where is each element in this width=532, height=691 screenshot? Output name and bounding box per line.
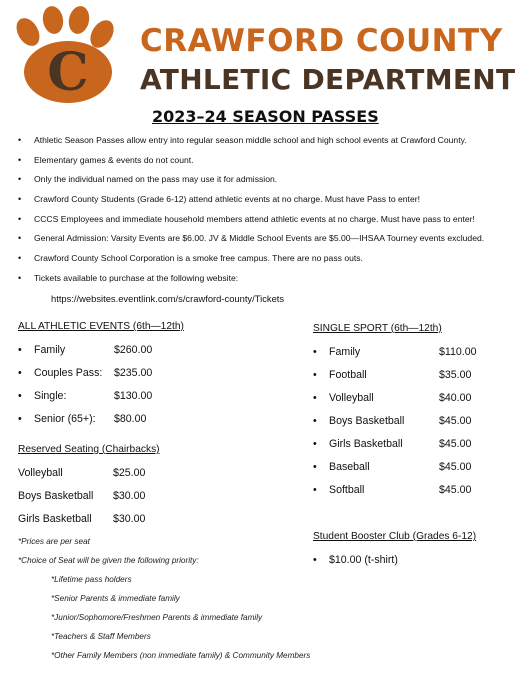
bullet-dot: • xyxy=(18,367,22,379)
bullet-item: • Elementary games & events do not count. xyxy=(18,155,524,175)
reserved-row: Volleyball $25.00 xyxy=(18,467,146,479)
bullet-dot: • xyxy=(313,438,317,450)
logo-letter: C xyxy=(47,42,89,103)
paw-logo-icon xyxy=(6,6,120,106)
reserved-heading: Reserved Seating (Chairbacks) xyxy=(18,444,160,455)
bullet-dot: • xyxy=(313,369,317,381)
all-events-row: • Family $260.00 xyxy=(18,344,153,356)
priority-item: *Lifetime pass holders xyxy=(51,575,132,584)
bullet-dot: • xyxy=(18,344,22,356)
single-sport-row: • Baseball $45.00 xyxy=(313,461,472,473)
all-events-row: • Senior (65+): $80.00 xyxy=(18,413,147,425)
single-sport-row: • Girls Basketball $45.00 xyxy=(313,438,472,450)
title-line1: CRAWFORD COUNTY xyxy=(140,23,503,59)
bullet-item: • Crawford County School Corporation is a smoke free campus. There are no pass outs. xyxy=(18,253,524,273)
bullet-dot: • xyxy=(313,415,317,427)
single-sport-row: • Softball $45.00 xyxy=(313,484,472,496)
all-events-row: • Single: $130.00 xyxy=(18,390,153,402)
bullet-dot: • xyxy=(313,346,317,358)
single-sport-row: • Boys Basketball $45.00 xyxy=(313,415,472,427)
all-events-heading: ALL ATHLETIC EVENTS (6th—12th) xyxy=(18,321,184,332)
bullet-item: • CCCS Employees and immediate household members attend athletic events at no charge. Must have pass to enter! xyxy=(18,214,524,234)
single-sport-row: • Volleyball $40.00 xyxy=(313,392,472,404)
title-line2: ATHLETIC DEPARTMENT xyxy=(140,63,516,96)
priority-item: *Junior/Sophomore/Freshmen Parents & immediate family xyxy=(51,613,263,622)
bullet-item: • General Admission: Varsity Events are $6.00. JV & Middle School Events are $5.00—IHSAA Tourney events excluded. xyxy=(18,233,524,253)
bullet-dot: • xyxy=(18,390,22,402)
priority-item: *Other Family Members (non immediate family) & Community Members xyxy=(51,651,311,660)
bullet-dot: • xyxy=(18,413,22,425)
booster-heading: Student Booster Club (Grades 6-12) xyxy=(313,531,477,542)
single-sport-row: • Family $110.00 xyxy=(313,346,477,358)
all-events-row: • Couples Pass: $235.00 xyxy=(18,367,153,379)
bullet-item: • Tickets available to purchase at the following website: xyxy=(18,273,524,293)
bullet-dot: • xyxy=(313,484,317,496)
bullet-dot: • xyxy=(313,554,317,566)
bullet-item: • Only the individual named on the pass may use it for admission. xyxy=(18,174,524,194)
info-bullets xyxy=(18,135,524,293)
priority-item: *Teachers & Staff Members xyxy=(51,632,151,641)
prices-note: *Prices are per seat xyxy=(18,537,90,546)
bullet-dot: • xyxy=(313,392,317,404)
booster-row: • $10.00 (t-shirt) xyxy=(313,554,398,566)
priority-item: *Senior Parents & immediate family xyxy=(51,594,180,603)
season-subtitle: 2023–24 SEASON PASSES xyxy=(152,107,379,126)
bullet-item: • Crawford County Students (Grade 6-12) attend athletic events at no charge. Must have Pass to enter! xyxy=(18,194,524,214)
priority-intro: *Choice of Seat will be given the following priority: xyxy=(18,556,199,565)
bullet-item: • Athletic Season Passes allow entry into regular season middle school and high school events at Crawford County. xyxy=(18,135,524,155)
ticket-website-link[interactable]: https://websites.eventlink.com/s/crawford-county/Tickets xyxy=(51,293,285,304)
reserved-row: Boys Basketball $30.00 xyxy=(18,490,146,502)
single-sport-heading: SINGLE SPORT (6th—12th) xyxy=(313,323,442,334)
single-sport-row: • Football $35.00 xyxy=(313,369,472,381)
bullet-dot: • xyxy=(313,461,317,473)
reserved-row: Girls Basketball $30.00 xyxy=(18,513,146,525)
